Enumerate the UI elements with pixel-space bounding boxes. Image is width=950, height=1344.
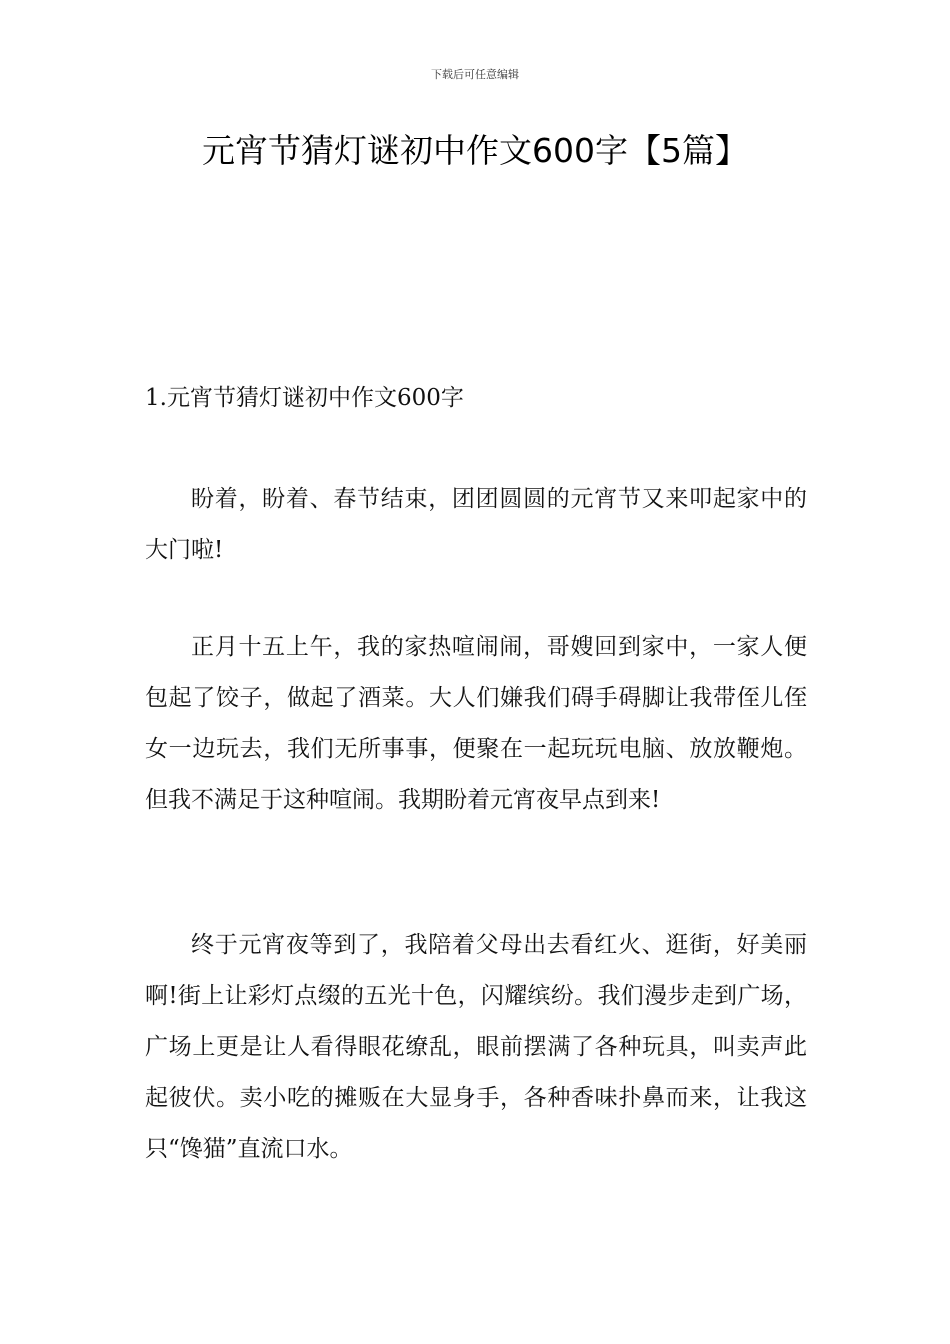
section-heading: 1.元宵节猜灯谜初中作文600字 [145, 385, 464, 411]
paragraph-3: 终于元宵夜等到了，我陪着父母出去看红火、逛街，好美丽啊!街上让彩灯点缀的五光十色，闪耀缤纷。我们漫步走到广场，广场上更是让人看得眼花缭乱，眼前摆满了各种玩具，叫卖声此起彼伏。卖小吃的摊贩在大显身手，各种香味扑鼻而来，让我这只“馋猫”直流口水。 [145, 932, 807, 1162]
paragraph-2: 正月十五上午，我的家热喧闹闹，哥嫂回到家中，一家人便包起了饺子，做起了酒菜。大人们嫌我们碍手碍脚让我带侄儿侄女一边玩去，我们无所事事，便聚在一起玩玩电脑、放放鞭炮。但我不满足于这种喧闹。我期盼着元宵夜早点到来! [145, 634, 807, 813]
header-note: 下载后可任意编辑 [431, 68, 519, 81]
document-title: 元宵节猜灯谜初中作文600字【5篇】 [202, 131, 748, 170]
paragraph-1: 盼着，盼着、春节结束，团团圆圆的元宵节又来叩起家中的大门啦! [145, 486, 807, 563]
